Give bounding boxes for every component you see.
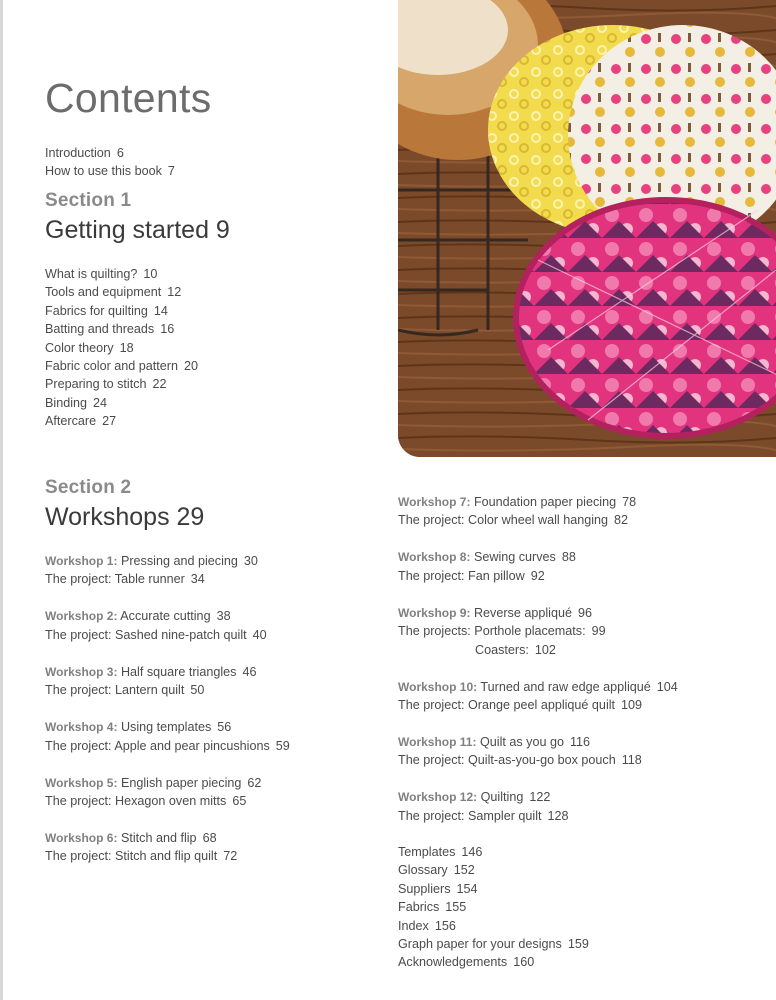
- workshop-entry: [398, 493, 678, 530]
- project-line[interactable]: [398, 696, 678, 714]
- workshop-entry: [45, 663, 290, 700]
- page-title: Contents: [45, 75, 212, 121]
- project-line[interactable]: [398, 807, 678, 825]
- workshop-page: 122: [529, 790, 551, 805]
- project-line[interactable]: [398, 511, 678, 529]
- project-page: 72: [223, 849, 238, 864]
- workshop-title: Reverse appliqué: [473, 605, 572, 620]
- toc-entry-page: 16: [160, 322, 175, 337]
- workshop-label: Workshop 6:: [45, 831, 118, 846]
- toc-entry-page: 10: [143, 267, 158, 281]
- workshop-title: Using templates: [120, 720, 212, 735]
- project-page: 50: [190, 683, 205, 698]
- workshop-title: Accurate cutting: [120, 609, 211, 624]
- workshop-page: 38: [216, 609, 231, 624]
- workshop-label: Workshop 12:: [398, 790, 478, 805]
- toc-entry-page: 160: [513, 955, 535, 970]
- project-label: The project:: [45, 572, 112, 587]
- project-line[interactable]: [398, 751, 678, 769]
- project-label: The project:: [398, 698, 465, 713]
- workshop-label: Workshop 3:: [45, 664, 118, 679]
- workshop-line[interactable]: [398, 733, 678, 751]
- toc-entry-page: 154: [456, 881, 478, 896]
- toc-entry-page: 155: [445, 900, 467, 915]
- toc-entry-label: Preparing to stitch: [45, 377, 147, 392]
- project-page: 128: [547, 808, 569, 823]
- toc-entry-page: 159: [567, 937, 589, 952]
- workshop-line[interactable]: [45, 552, 290, 570]
- project-page: 99: [591, 624, 606, 639]
- workshop-line[interactable]: [398, 604, 678, 622]
- project-title: Fan pillow: [468, 568, 525, 583]
- toc-entry-label: Suppliers: [398, 881, 451, 896]
- workshop-title: Pressing and piecing: [120, 554, 238, 568]
- workshop-line[interactable]: [45, 663, 290, 681]
- section1-label: Section 1: [45, 190, 132, 211]
- workshop-line[interactable]: [45, 718, 290, 736]
- workshop-page: 104: [656, 679, 678, 694]
- workshop-title: Foundation paper piecing: [473, 495, 617, 509]
- project-label: The project:: [45, 627, 112, 642]
- workshop-title: Quilt as you go: [479, 735, 564, 750]
- workshop-label: Workshop 9:: [398, 605, 471, 620]
- toc-entry-page: 7: [167, 164, 175, 179]
- workshop-title: Stitch and flip: [120, 831, 197, 846]
- project-label: The project:: [45, 794, 112, 809]
- toc-entry[interactable]: [398, 898, 589, 916]
- workshop-label: Workshop 2:: [45, 609, 118, 624]
- project-page: 59: [275, 738, 290, 753]
- toc-entry[interactable]: [45, 357, 198, 375]
- toc-entry-label: Fabrics: [398, 900, 440, 915]
- workshop-entry: [45, 607, 290, 644]
- section1-list: [45, 265, 198, 431]
- workshop-line[interactable]: [398, 788, 678, 806]
- workshops-left-list: [45, 552, 290, 884]
- workshop-line[interactable]: [45, 829, 290, 847]
- workshop-entry: [398, 788, 678, 825]
- workshop-page: 68: [202, 831, 217, 846]
- workshop-entry: [398, 548, 678, 585]
- toc-entry[interactable]: [398, 917, 589, 935]
- workshop-entry: [45, 774, 290, 811]
- project-title: Apple and pear pincushions: [114, 738, 270, 753]
- toc-entry-label: Tools and equipment: [45, 285, 162, 300]
- toc-entry-page: 20: [184, 359, 199, 374]
- project-title: Color wheel wall hanging: [468, 513, 609, 528]
- project-label: The project:: [398, 808, 465, 823]
- toc-entry-page: 156: [434, 918, 456, 933]
- toc-entry-label: How to use this book: [45, 164, 162, 179]
- project-title: Lantern quilt: [115, 683, 185, 698]
- workshop-line[interactable]: [398, 493, 678, 511]
- toc-entry-label: Fabrics for quilting: [45, 303, 148, 318]
- project-title: Sampler quilt: [468, 808, 542, 823]
- toc-entry-label: Graph paper for your designs: [398, 937, 562, 952]
- toc-entry-label: Binding: [45, 395, 88, 410]
- project-title: Sashed nine-patch quilt: [115, 627, 247, 642]
- toc-entry-label: Templates: [398, 845, 456, 859]
- workshop-page: 96: [577, 605, 592, 620]
- toc-entry[interactable]: [45, 339, 198, 357]
- section2-title[interactable]: Workshops 29: [45, 503, 205, 531]
- workshop-label: Workshop 1:: [45, 554, 118, 568]
- back-matter-list: [398, 843, 589, 972]
- toc-entry[interactable]: [398, 880, 589, 898]
- workshop-page: 62: [247, 775, 262, 790]
- workshops-right-list: [398, 493, 678, 844]
- workshop-page: 78: [622, 495, 637, 509]
- toc-entry-label: Introduction: [45, 146, 111, 160]
- toc-entry-page: 6: [116, 146, 124, 160]
- workshop-line[interactable]: [45, 774, 290, 792]
- toc-entry-page: 152: [453, 863, 475, 878]
- toc-entry-label: What is quilting?: [45, 267, 138, 281]
- project-page: 40: [252, 627, 267, 642]
- project-page: 109: [621, 698, 643, 713]
- workshop-line[interactable]: [45, 607, 290, 625]
- page-edge-line: [0, 0, 3, 1000]
- project-title: Hexagon oven mitts: [115, 794, 227, 809]
- workshop-page: 30: [243, 554, 258, 568]
- workshop-entry: [398, 678, 678, 715]
- workshop-title: Sewing curves: [473, 550, 556, 565]
- workshop-page: 88: [561, 550, 576, 565]
- workshop-page: 56: [217, 720, 232, 735]
- project-title: Table runner: [114, 572, 185, 587]
- workshop-entry: [398, 604, 678, 659]
- toc-entry-page: 22: [152, 377, 167, 392]
- project-line[interactable]: [398, 641, 678, 659]
- workshop-title: English paper piecing: [120, 775, 242, 790]
- toc-entry-label: Aftercare: [45, 414, 97, 429]
- workshop-line[interactable]: [398, 548, 678, 566]
- toc-entry-label: Batting and threads: [45, 322, 155, 337]
- toc-entry-page: 24: [93, 395, 108, 410]
- toc-entry-label: Fabric color and pattern: [45, 359, 179, 374]
- workshop-title: Turned and raw edge appliqué: [480, 679, 651, 694]
- section1-title[interactable]: Getting started 9: [45, 216, 230, 244]
- toc-entry-label: Index: [398, 918, 429, 933]
- project-line[interactable]: [45, 792, 290, 810]
- project-label: The project:: [398, 568, 465, 583]
- toc-entry[interactable]: [398, 953, 589, 971]
- toc-entry[interactable]: [45, 162, 175, 180]
- project-label: The projects:: [398, 624, 471, 639]
- project-line[interactable]: [45, 737, 290, 755]
- toc-entry-page: 18: [119, 340, 134, 355]
- project-line[interactable]: [398, 567, 678, 585]
- project-page: 118: [621, 753, 642, 768]
- project-label: The project:: [45, 683, 112, 698]
- project-title: Orange peel appliqué quilt: [468, 698, 616, 713]
- workshop-label: Workshop 4:: [45, 720, 118, 735]
- workshop-label: Workshop 10:: [398, 679, 478, 694]
- project-page: 102: [534, 642, 556, 657]
- workshop-line[interactable]: [398, 678, 678, 696]
- project-title: Coasters:: [475, 642, 529, 657]
- project-page: 34: [190, 572, 205, 587]
- workshop-entry: [45, 718, 290, 755]
- toc-entry-page: 12: [167, 285, 182, 300]
- toc-entry[interactable]: [398, 935, 589, 953]
- project-title: Stitch and flip quilt: [115, 849, 218, 864]
- project-page: 92: [530, 568, 545, 583]
- project-page: 82: [614, 513, 629, 528]
- toc-entry[interactable]: [398, 861, 589, 879]
- workshop-entry: [45, 552, 290, 589]
- toc-entry-page: 146: [461, 845, 483, 859]
- intro-list: [45, 144, 175, 181]
- workshop-label: Workshop 7:: [398, 495, 471, 509]
- toc-entry[interactable]: [45, 302, 198, 320]
- toc-entry[interactable]: [45, 394, 198, 412]
- toc-entry-page: 27: [102, 414, 117, 429]
- toc-entry[interactable]: [45, 375, 198, 393]
- project-line[interactable]: [398, 622, 678, 640]
- toc-entry[interactable]: [45, 283, 198, 301]
- project-label: The project:: [398, 513, 465, 528]
- section2-label: Section 2: [45, 477, 132, 498]
- toc-entry[interactable]: [45, 320, 198, 338]
- project-title: Porthole placemats:: [474, 624, 586, 639]
- toc-entry-label: Acknowledgements: [398, 955, 508, 970]
- project-label: The project:: [45, 849, 112, 864]
- workshop-page: 46: [242, 664, 257, 679]
- toc-entry-page: 14: [153, 303, 168, 318]
- toc-entry-label: Glossary: [398, 863, 448, 878]
- workshop-label: Workshop 5:: [45, 775, 118, 790]
- workshop-label: Workshop 11:: [398, 735, 477, 750]
- workshop-entry: [45, 829, 290, 866]
- workshop-label: Workshop 8:: [398, 550, 471, 565]
- workshop-page: 116: [569, 735, 591, 750]
- toc-entry[interactable]: [45, 144, 175, 162]
- project-line[interactable]: [45, 570, 290, 588]
- project-line[interactable]: [45, 626, 290, 644]
- workshop-title: Quilting: [480, 790, 524, 805]
- toc-entry[interactable]: [45, 412, 198, 430]
- toc-entry[interactable]: [398, 843, 589, 861]
- project-label: The project:: [45, 738, 112, 753]
- project-label: The project:: [398, 753, 465, 768]
- quilted-potholders-photo: [398, 0, 776, 457]
- project-title: Quilt-as-you-go box pouch: [468, 753, 616, 768]
- project-page: 65: [232, 794, 247, 809]
- project-line[interactable]: [45, 847, 290, 865]
- project-line[interactable]: [45, 681, 290, 699]
- workshop-title: Half square triangles: [120, 664, 237, 679]
- workshop-entry: [398, 733, 678, 770]
- toc-entry-label: Color theory: [45, 340, 114, 355]
- toc-entry[interactable]: [45, 265, 198, 283]
